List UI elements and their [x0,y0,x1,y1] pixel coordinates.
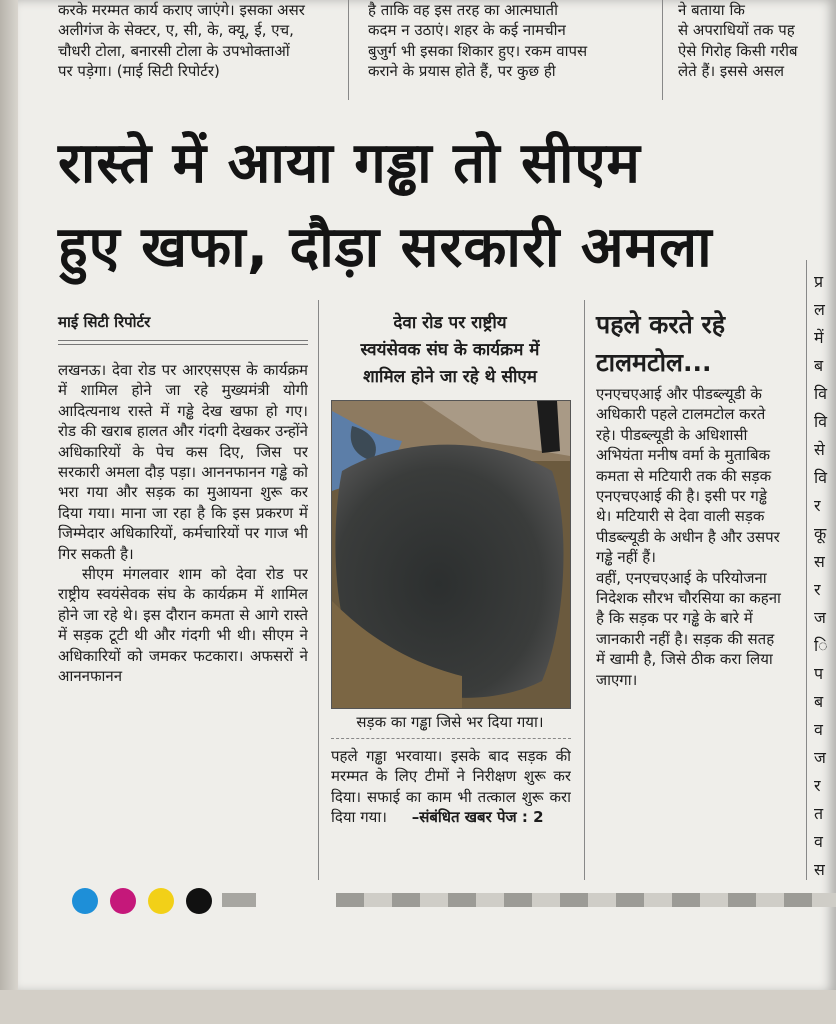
article-paragraph: सीएम मंगलवार शाम को देवा रोड पर राष्ट्रीय स्वयंसेवक संघ के कार्यक्रम में शामिल होने जा रहे थे। इस दौरान कमता से आगे रास्ते में सड़क टूटी थी और गंदगी भी थी। सीएम ने अधिकारियों को जमकर फटकारा। अफसरों ने आननफानन [58,565,308,686]
text-line: से अपराधियों तक पह [678,21,795,40]
byline-rule [58,340,308,341]
text-line: करके मरम्मत कार्य कराए जाएंगे। इसका असर [58,1,305,19]
sidebar-paragraph: वहीं, एनएचएआई के परियोजना निदेशक सौरभ चौरसिया का कहना है कि सड़क पर गड्ढे के बारे में जानकारी नहीं है। सड़क की सतह में खामी है, जिसे ठीक करा लिया जाएगा। [596,568,781,689]
cut-off-text: प [814,664,824,683]
cut-off-text: कू [814,524,827,543]
column-divider [348,0,349,100]
sidebar-heading-line: टालमटोल... [596,348,712,377]
sidebar-heading-line: पहले करते रहे [596,310,726,339]
color-swatch [110,888,136,914]
sidebar-column [596,384,786,884]
cut-off-text: ज [814,608,826,627]
cut-off-text: व [814,720,823,739]
text-line: लेते हैं। इससे असल [678,62,785,81]
column-divider [662,0,663,100]
gray-registration-box [222,893,256,907]
related-news-reference: –संबंधित खबर पेज : 2 [411,808,544,827]
text-line: बुजुर्ग भी इसका शिकार हुए। रकम वापस [368,41,588,60]
print-control-strip [336,893,836,907]
byline: माई सिटी रिपोर्टर [58,313,151,331]
cut-off-text: ज [814,748,826,767]
sidebar-paragraph: एनएचएआई और पीडब्ल्यूडी के अधिकारी पहले टालमटोल करते रहे। पीडब्ल्यूडी के अधिशासी अभियंता मनीष वर्मा के मुताबिक कमता से मटियारी तक की सड़क एनएचएआई की है। इसी पर गड्ढे थे। मटियारी से देवा वाली सड़क पीडब्ल्यूडी के अधीन है और उसपर गड्ढे नहीं हैं। [596,385,780,567]
text-line: कराने के प्रयास होते हैं, पर कुछ ही [368,62,556,81]
road-pothole-photo [331,400,571,709]
cut-off-text: त [814,804,824,823]
cut-off-column [814,268,836,888]
cut-off-text: वि [814,384,828,403]
sidebar-heading [596,306,796,382]
text-line: कदम न उठाएं। शहर के कई नामचीन [368,21,566,40]
cut-off-text: ि [814,636,828,655]
cut-off-text: व [814,832,823,851]
text-line: ने बताया कि [678,1,745,19]
text-line: चौधरी टोला, बनारसी टोला के उपभोक्ताओं [58,41,290,60]
previous-article-column-1 [58,0,338,96]
article-column-1 [58,360,308,872]
cut-off-text: र [814,776,821,795]
cut-off-text: प्र [814,272,824,291]
text-line: पर पड़ेगा। (माई सिटी रिपोर्टर) [58,62,220,81]
text-line: है ताकि वह इस तरह का आत्मघाती [368,1,558,19]
cut-off-text: से [814,440,825,459]
photo-caption: सड़क का गड्ढा जिसे भर दिया गया। [356,713,544,731]
column-divider [584,300,585,880]
text-line: अलीगंज के सेक्टर, ए, सी, के, क्यू, ई, एच, [58,21,294,40]
photo-heading-line: स्वयंसेवक संघ के कार्यक्रम में [360,340,540,360]
column-divider [806,260,807,880]
previous-article-column-2 [368,0,650,96]
headline-line-2: हुए खफा, दौड़ा सरकारी अमला [58,215,713,280]
photo-heading [330,310,570,391]
headline [58,122,788,290]
color-swatch [72,888,98,914]
article-paragraph: लखनऊ। देवा रोड पर आरएसएस के कार्यक्रम में शामिल होने जा रहे मुख्यमंत्री योगी आदित्यनाथ रास्ते में गड्ढे देख खफा हो गए। रोड की खराब हालत और गंदगी देखकर उन्होंने अधिकारियों के पेच कस दिए, जिस पर सरकारी अमला दौड़ पड़ा। आननफानन गड्ढे को भरा गया और सड़क का मुआयना शुरू कर दिया गया। माना जा रहा है कि इस प्रकरण में जिम्मेदार अधिकारियों, कर्मचारियों पर गाज भी गिर सकती है। [58,361,308,563]
cut-off-text: ल [814,300,825,319]
article-column-2 [331,746,571,870]
byline-rule [58,344,308,345]
color-swatch [148,888,174,914]
photo-heading-line: शामिल होने जा रहे थे सीएम [363,367,537,387]
table-surface [0,990,836,1024]
text-line: ऐसे गिरोह किसी गरीब [678,41,798,60]
cut-off-text: ब [814,692,824,711]
cut-off-text: ब [814,356,824,375]
headline-line-1: रास्ते में आया गड्ढा तो सीएम [58,131,641,196]
cut-off-text: स [814,552,825,571]
photo-heading-line: देवा रोड पर राष्ट्रीय [393,313,507,333]
cut-off-text: र [814,496,821,515]
previous-article-column-3 [678,0,836,96]
cut-off-text: वि [814,412,828,431]
cut-off-text: में [814,328,824,347]
caption-rule [331,738,571,739]
cut-off-text: र [814,580,821,599]
cut-off-text: स [814,860,825,879]
cut-off-text: वि [814,468,828,487]
article-paragraph: पहले गड्ढा भरवाया। इसके बाद सड़क की मरम्मत के लिए टीमों ने निरीक्षण शुरू कर दिया। सफाई का काम भी तत्काल शुरू करा दिया गया। [331,747,571,827]
column-divider [318,300,319,880]
color-swatch [186,888,212,914]
